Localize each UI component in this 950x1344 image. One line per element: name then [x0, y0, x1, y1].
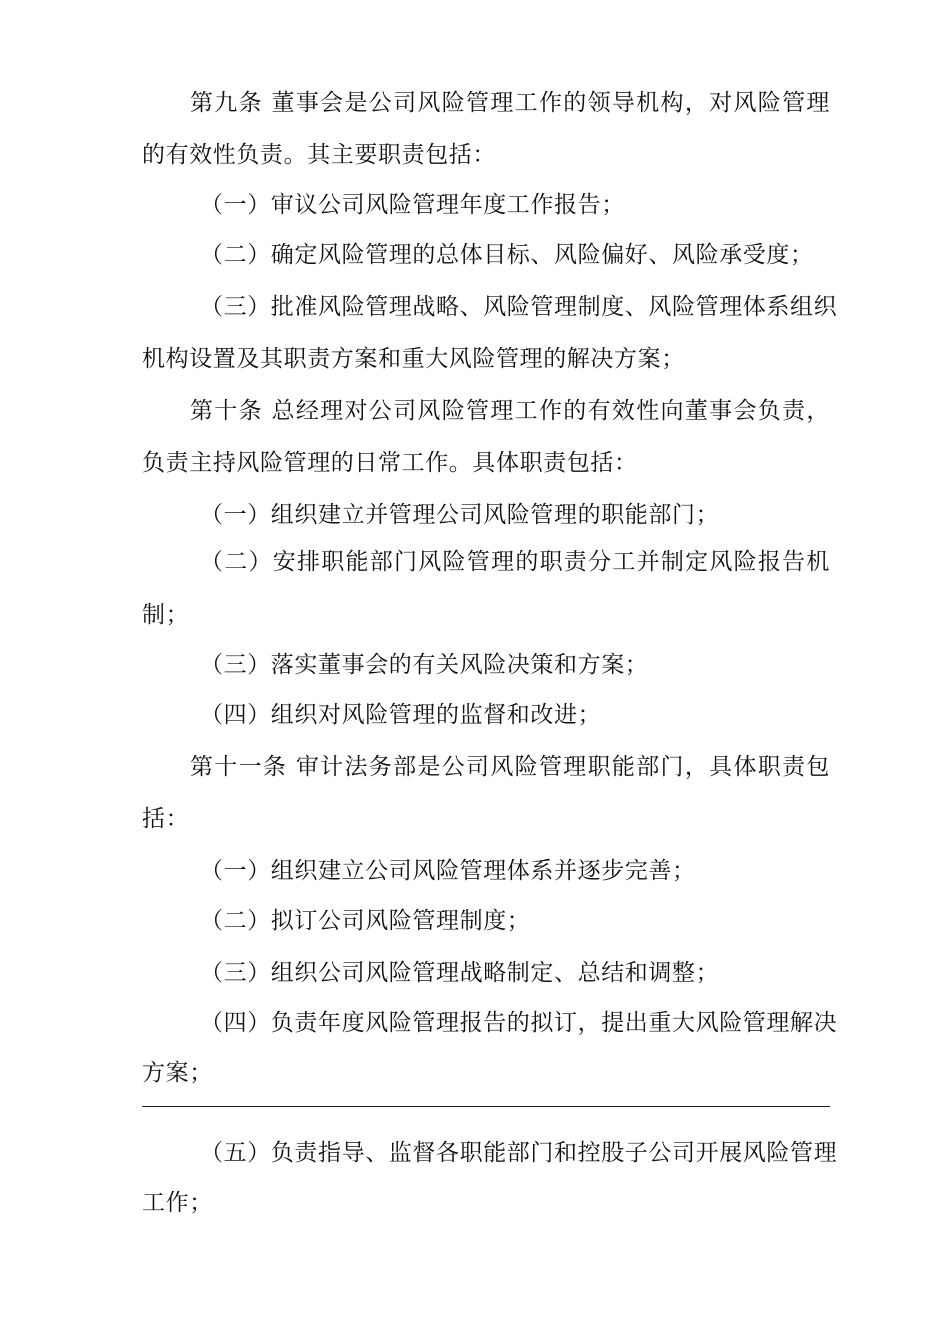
- article-9-item-3-line-1: （三）批准风险管理战略、风险管理制度、风险管理体系组织: [200, 294, 838, 320]
- article-11-item-3: （三）组织公司风险管理战略制定、总结和调整；: [200, 960, 720, 986]
- article-11-item-2: （二）拟订公司风险管理制度；: [200, 908, 531, 934]
- article-11-item-4-line-2: 方案；: [142, 1060, 213, 1086]
- article-11-item-5-line-1: （五）负责指导、监督各职能部门和控股子公司开展风险管理: [200, 1140, 838, 1166]
- article-10-item-1: （一）组织建立并管理公司风险管理的职能部门；: [200, 502, 720, 528]
- article-9-item-1: （一）审议公司风险管理年度工作报告；: [200, 192, 625, 218]
- article-11-continuation-line: 括：: [142, 806, 190, 832]
- article-10-item-4: （四）组织对风险管理的监督和改进；: [200, 702, 602, 728]
- article-9-heading-line: 第九条 董事会是公司风险管理工作的领导机构，对风险管理: [190, 90, 830, 116]
- article-9-item-3-line-2: 机构设置及其职责方案和重大风险管理的解决方案；: [142, 346, 685, 372]
- article-10-item-3: （三）落实董事会的有关风险决策和方案；: [200, 652, 649, 678]
- article-10-heading-line: 第十条 总经理对公司风险管理工作的有效性向董事会负责，: [190, 398, 830, 424]
- article-9-continuation-line: 的有效性负责。其主要职责包括：: [142, 142, 496, 168]
- article-11-heading-line: 第十一条 审计法务部是公司风险管理职能部门，具体职责包: [190, 754, 830, 780]
- article-10-continuation-line: 负责主持风险管理的日常工作。具体职责包括：: [142, 450, 638, 476]
- article-11-item-1: （一）组织建立公司风险管理体系并逐步完善；: [200, 858, 696, 884]
- article-10-item-2-line-1: （二）安排职能部门风险管理的职责分工并制定风险报告机: [200, 549, 830, 575]
- article-9-item-2: （二）确定风险管理的总体目标、风险偏好、风险承受度；: [200, 242, 814, 268]
- page-break-divider: [142, 1106, 830, 1107]
- article-11-item-5-line-2: 工作；: [142, 1190, 213, 1216]
- article-10-item-2-line-2: 制；: [142, 602, 190, 628]
- article-11-item-4-line-1: （四）负责年度风险管理报告的拟订，提出重大风险管理解决: [200, 1010, 838, 1036]
